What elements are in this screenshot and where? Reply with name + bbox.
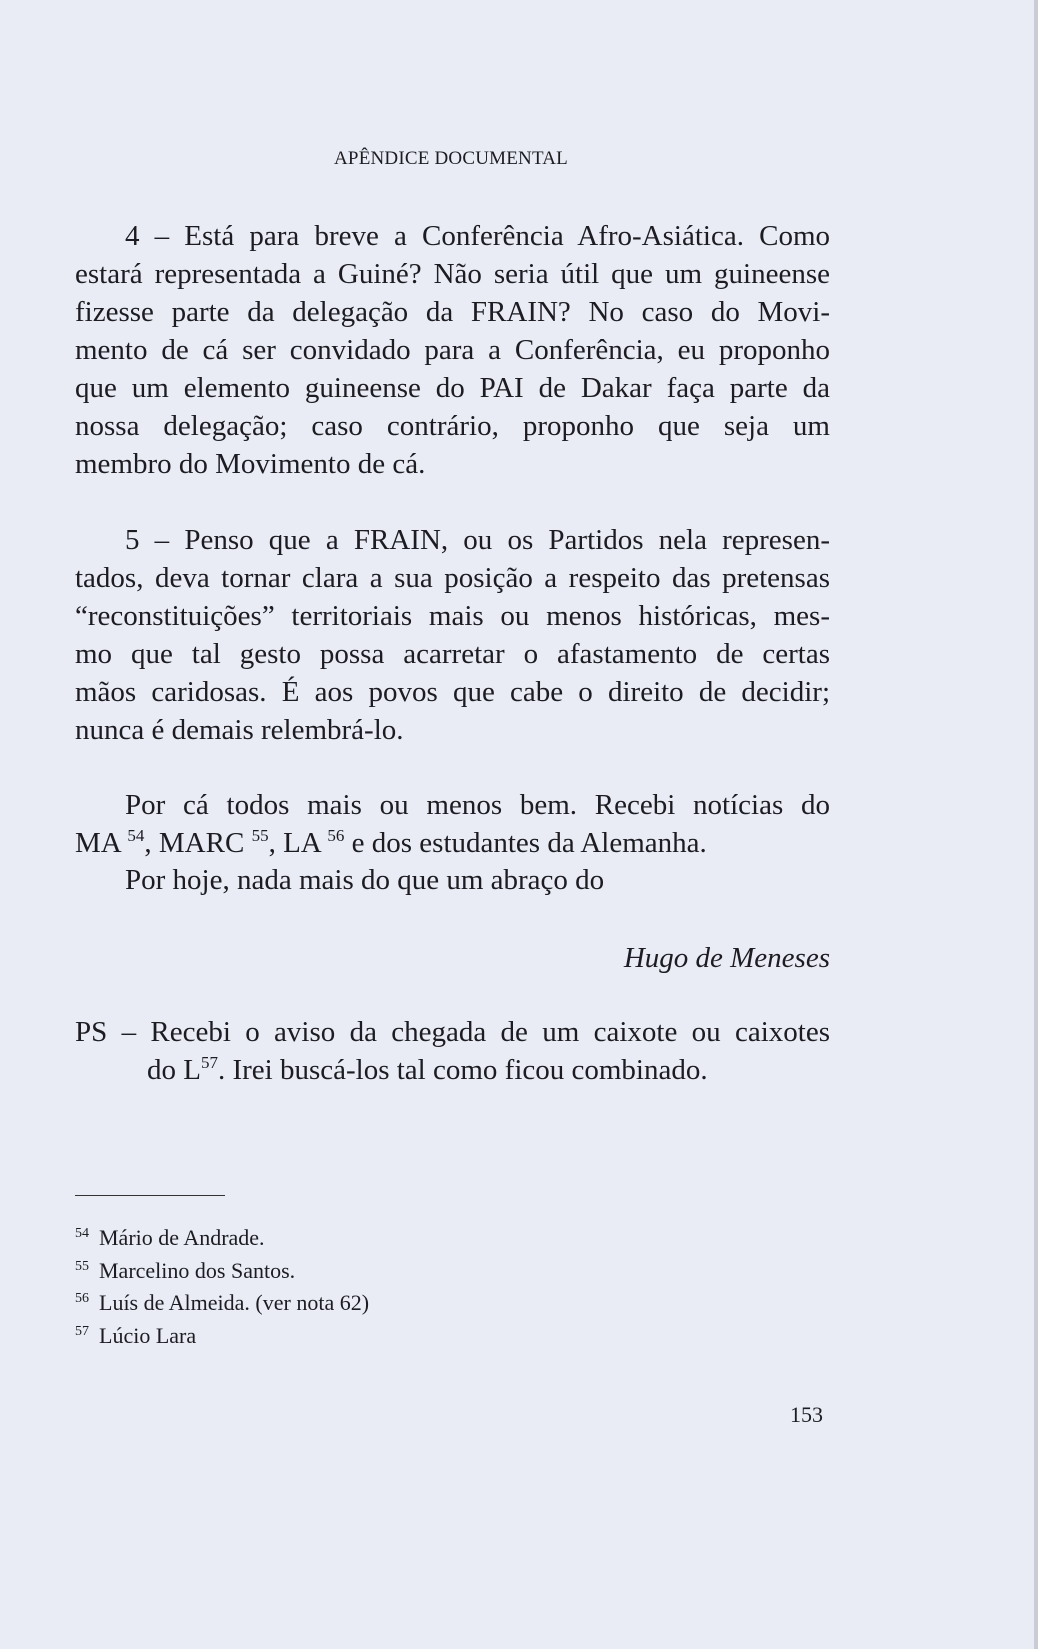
text-line: Por cá todos mais ou menos bem. Recebi notícias do <box>125 789 830 821</box>
footnote <box>75 1223 265 1253</box>
signature: Hugo de Meneses <box>623 942 830 974</box>
text-line: fizesse parte da delegação da FRAIN? No caso do Movi- <box>75 296 830 328</box>
text-line: 5 – Penso que a FRAIN, ou os Partidos nela represen- <box>125 524 830 556</box>
text-line: tados, deva tornar clara a sua posição a respeito das pretensas <box>75 562 830 594</box>
footnote-number: 54 <box>75 1226 89 1241</box>
text: e dos estudantes da Alemanha. <box>344 827 707 859</box>
text: do L <box>147 1054 201 1086</box>
text-line: nunca é demais relembrá-lo. <box>75 714 404 746</box>
running-header <box>0 148 1038 170</box>
footnote-text: Lúcio Lara <box>99 1323 197 1348</box>
page-edge <box>1034 0 1038 1649</box>
footnote-ref: 56 <box>327 826 345 845</box>
text-line: PS – Recebi o aviso da chegada de um caixote ou caixotes <box>75 1016 830 1048</box>
closing-line: Por hoje, nada mais do que um abraço do <box>125 864 605 896</box>
footnote-number: 57 <box>75 1324 89 1339</box>
text-line: membro do Movimento de cá. <box>75 448 426 480</box>
text-line: mento de cá ser convidado para a Conferência, eu proponho <box>75 334 830 366</box>
page-number: 153 <box>790 1402 823 1427</box>
footnote-divider <box>75 1195 225 1196</box>
text-line: 4 – Está para breve a Conferência Afro-Asiática. Como <box>125 220 830 252</box>
text: . Irei buscá-los tal como ficou combinado. <box>217 1054 708 1086</box>
text-line: nossa delegação; caso contrário, proponho que seja um <box>75 410 830 442</box>
running-header-text: APÊNDICE DOCUMENTAL <box>334 148 568 169</box>
text-line: “reconstituições” territoriais mais ou menos históricas, mes- <box>75 600 830 632</box>
footnote-number: 55 <box>75 1259 89 1274</box>
footnote-ref: 57 <box>200 1053 218 1072</box>
text-line: mãos caridosas. É aos povos que cabe o direito de decidir; <box>75 676 830 708</box>
text-line <box>75 824 795 862</box>
text: , MARC <box>144 827 252 859</box>
footnote-text: Luís de Almeida. (ver nota 62) <box>99 1290 370 1315</box>
text-line: que um elemento guineense do PAI de Dakar faça parte da <box>75 372 830 404</box>
text-line <box>147 1051 902 1089</box>
text-line: estará representada a Guiné? Não seria útil que um guineense <box>75 258 830 290</box>
footnote-text: Marcelino dos Santos. <box>99 1258 296 1283</box>
text: , LA <box>268 827 328 859</box>
footnote-ref: 55 <box>251 826 269 845</box>
footnote-text: Mário de Andrade. <box>99 1225 265 1250</box>
footnote <box>75 1256 295 1286</box>
text-line: mo que tal gesto possa acarretar o afastamento de certas <box>75 638 830 670</box>
footnote-number: 56 <box>75 1291 89 1306</box>
text: MA <box>75 827 128 859</box>
footnote-ref: 54 <box>127 826 145 845</box>
footnote <box>75 1288 369 1318</box>
footnote <box>75 1321 196 1351</box>
